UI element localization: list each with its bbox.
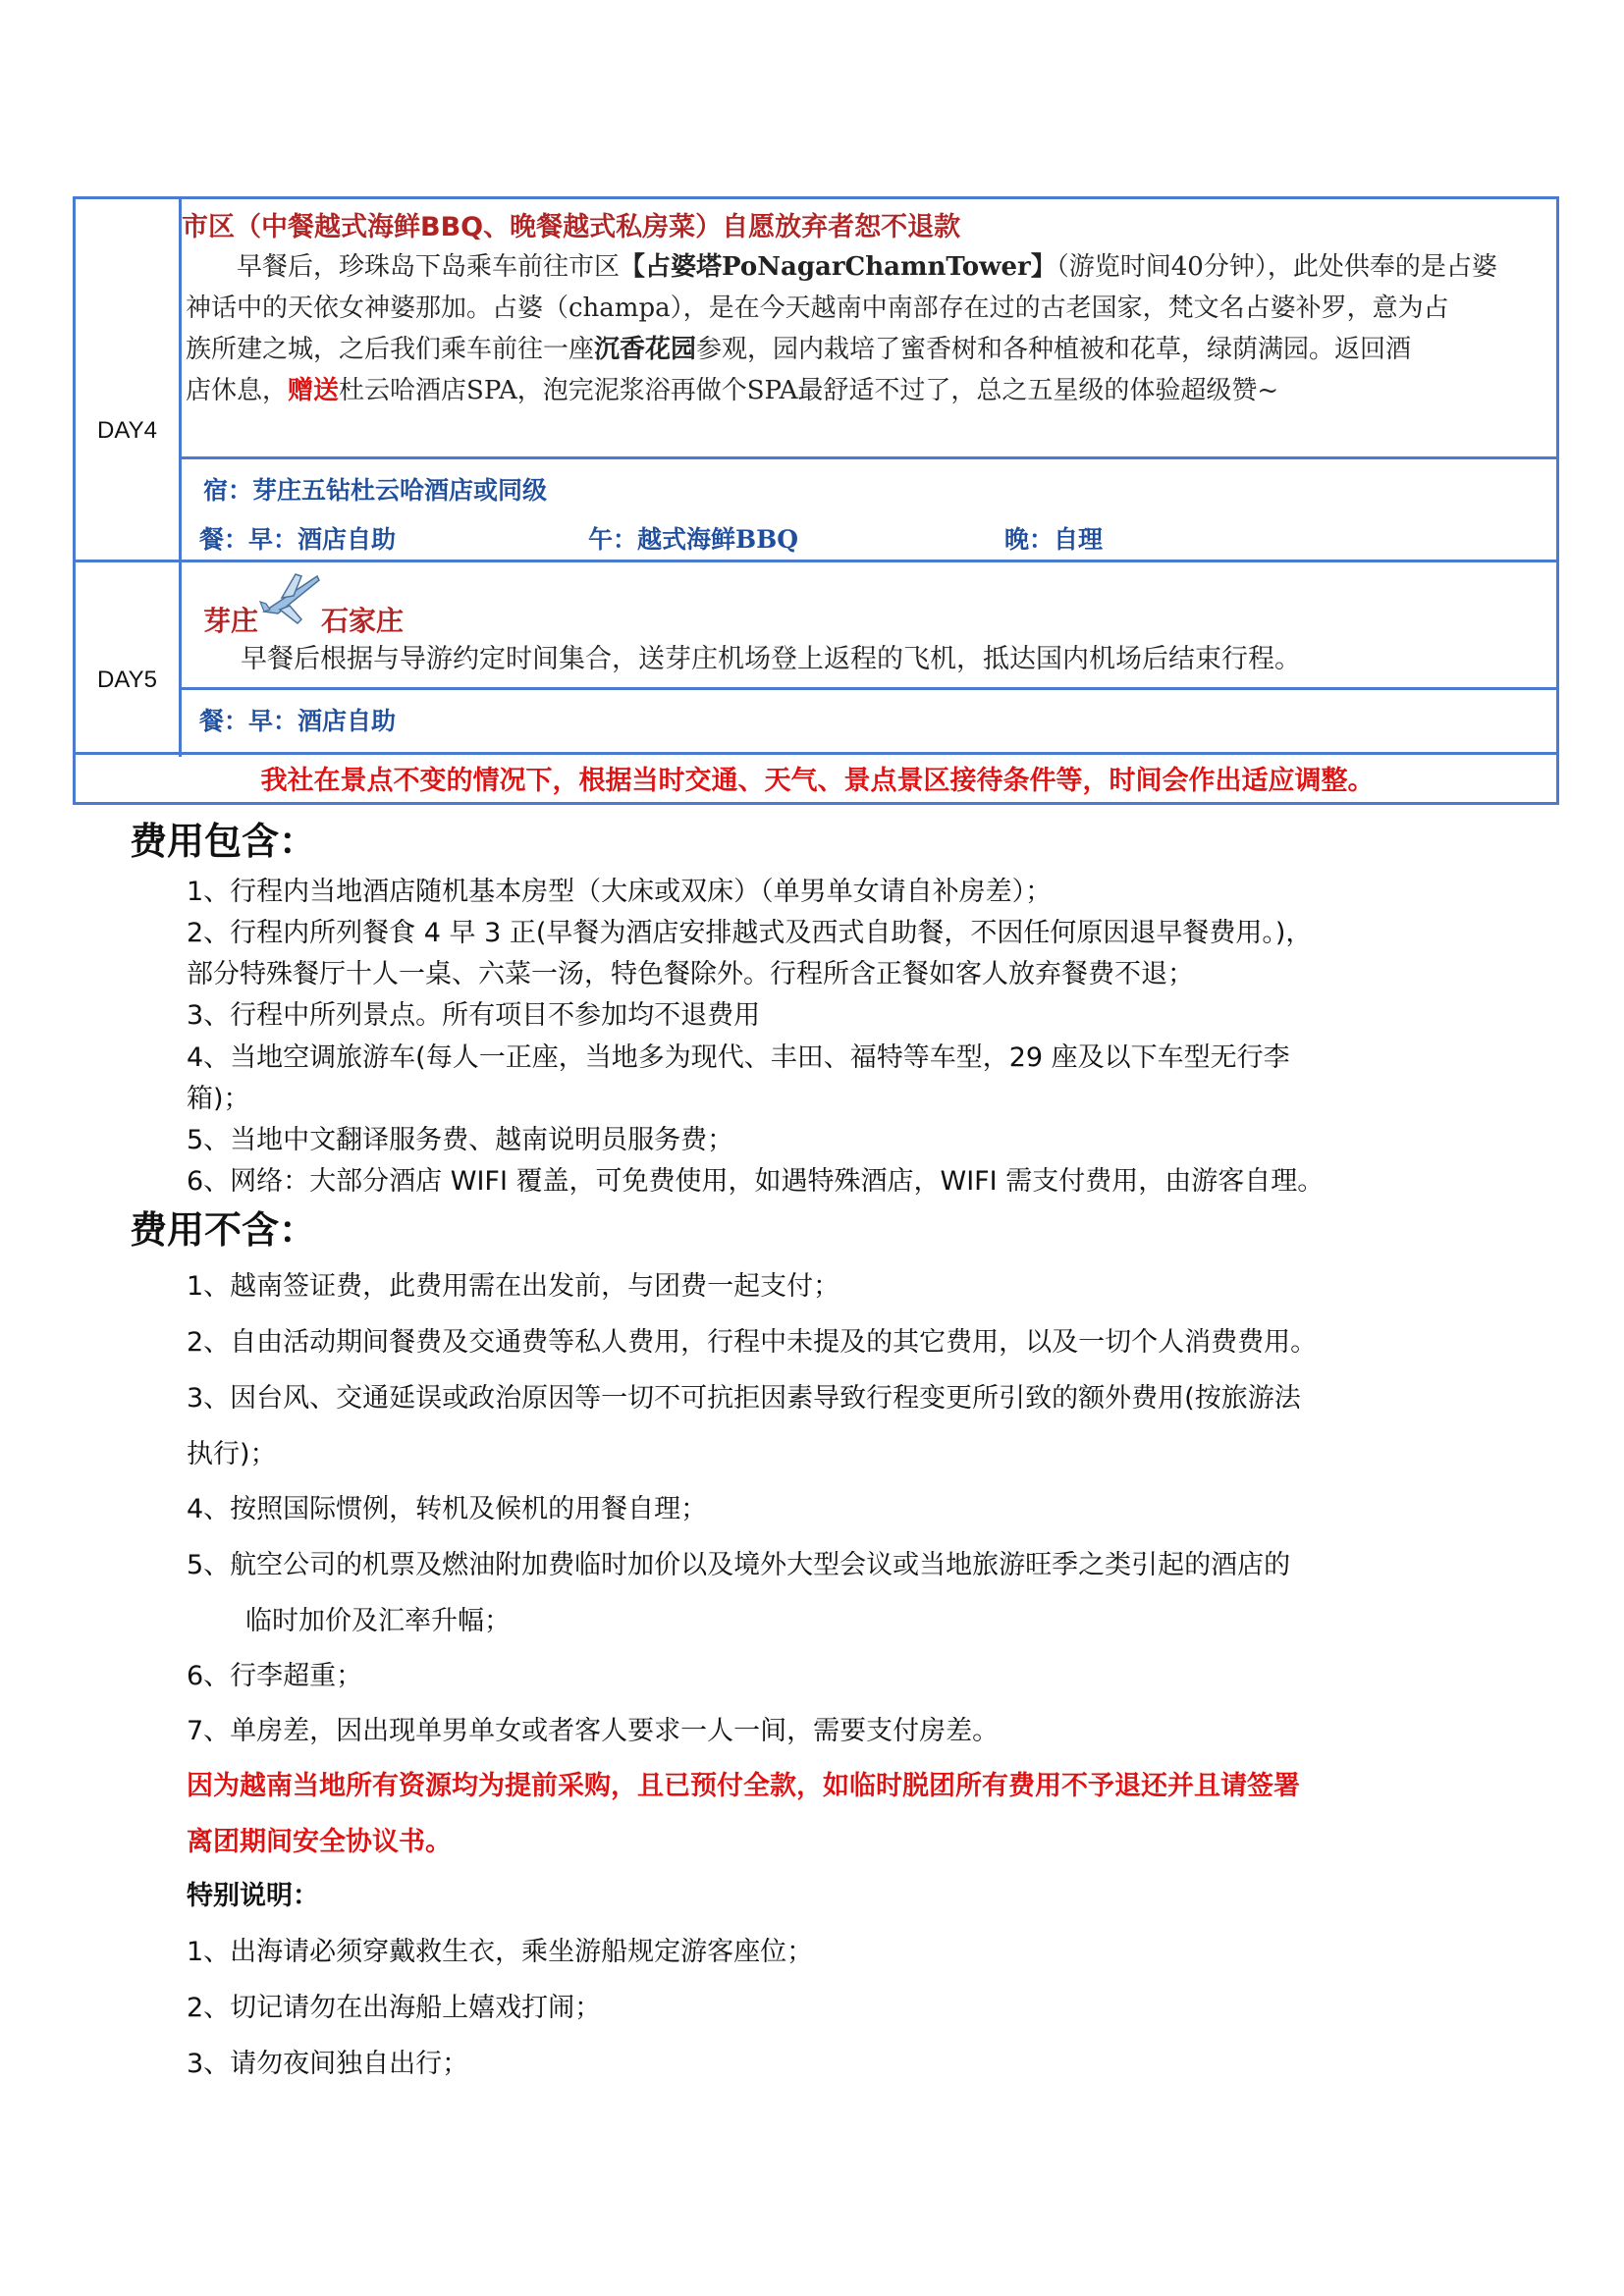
airplane-icon	[258, 566, 323, 631]
day5-divider	[179, 687, 1559, 690]
day4-day5-divider	[76, 560, 1559, 562]
notice-divider	[76, 752, 1559, 755]
day4-meal-breakfast: 餐：早：酒店自助	[199, 525, 397, 554]
excluded-item: 6、行李超重；	[187, 1661, 363, 1691]
day4-title: 市区（中餐越式海鲜BBQ、晚餐越式私房菜）自愿放弃者恕不退款	[182, 212, 961, 242]
day5-meal-breakfast: 餐：早：酒店自助	[199, 707, 397, 735]
excluded-item: 7、单房差，因出现单男单女或者客人要求一人一间，需要支付房差。	[187, 1716, 1000, 1746]
day4-line4-tail: 杜云哈酒店SPA，泡完泥浆浴再做个SPA最舒适不过了，总之五星级的体验超级赞~	[339, 376, 1279, 405]
excluded-item: 3、因台风、交通延误或政治原因等一切不可抗拒因素导致行程变更所引致的额外费用(按旅游法	[187, 1383, 1301, 1414]
excluded-item: 执行)；	[187, 1439, 277, 1469]
no-refund-warning-cont: 离团期间安全协议书。	[187, 1827, 452, 1857]
special-item: 1、出海请必须穿戴救生衣，乘坐游船规定游客座位；	[187, 1937, 814, 1967]
day4-divider	[179, 456, 1559, 459]
day4-line1-tail: （游览时间40分钟），此处供奉的是占婆	[1056, 252, 1497, 282]
excluded-item: 2、自由活动期间餐费及交通费等私人费用，行程中未提及的其它费用，以及一切个人消费费用。	[187, 1327, 1318, 1358]
included-item: 3、行程中所列景点。所有项目不参加均不退费用	[187, 1000, 761, 1031]
included-item: 箱)；	[187, 1084, 250, 1114]
day5-route-from: 芽庄	[203, 605, 259, 637]
included-item: 5、当地中文翻译服务费、越南说明员服务费；	[187, 1125, 734, 1155]
day4-hotel: 宿：芽庄五钻杜云哈酒店或同级	[203, 476, 548, 505]
day4-line1-text: 早餐后，珍珠岛下岛乘车前往市区	[237, 252, 621, 282]
excluded-item: 1、越南签证费，此费用需在出发前，与团费一起支付；	[187, 1271, 840, 1302]
itinerary-table	[73, 196, 1559, 805]
day4-meal-lunch: 午：越式海鲜BBQ	[588, 525, 799, 554]
day4-meal-dinner: 晚：自理	[1004, 525, 1104, 554]
day4-gift-badge: 赠送	[288, 376, 340, 405]
excluded-heading: 费用不含：	[130, 1208, 317, 1252]
day4-line2: 神话中的天依女神婆那加。占婆（champa），是在今天越南中南部存在过的古老国家，梵文名占婆补罗，意为占	[186, 294, 1449, 323]
excluded-item: 4、按照国际惯例，转机及候机的用餐自理；	[187, 1494, 708, 1524]
included-item: 6、网络：大部分酒店 WIFI 覆盖，可免费使用，如遇特殊酒店，WIFI 需支付费用，由游客自理。	[187, 1166, 1325, 1197]
included-item: 4、当地空调旅游车(每人一正座，当地多为现代、丰田、福特等车型，29 座及以下车型无行李	[187, 1042, 1290, 1073]
day4-line3-tail: 参观，园内栽培了蜜香树和各种植被和花草，绿荫满园。返回酒	[696, 335, 1412, 364]
day5-label: DAY5	[97, 667, 157, 693]
column-divider	[179, 199, 182, 757]
day4-line4-text: 店休息，	[186, 376, 289, 405]
day5-route-to: 石家庄	[321, 605, 405, 637]
included-item: 部分特殊餐厅十人一桌、六菜一汤，特色餐除外。行程所含正餐如客人放弃餐费不退；	[187, 959, 1194, 989]
included-item: 2、行程内所列餐食 4 早 3 正(早餐为酒店安排越式及西式自助餐，不因任何原因退早餐费用。)，	[187, 918, 1313, 948]
special-heading: 特别说明：	[187, 1881, 319, 1911]
day4-description	[186, 246, 1556, 411]
excluded-item: 临时加价及汇率升幅；	[245, 1606, 511, 1636]
day4-label: DAY4	[97, 417, 157, 444]
no-refund-warning: 因为越南当地所有资源均为提前采购，且已预付全款，如临时脱团所有费用不予退还并且请签署	[187, 1771, 1300, 1801]
included-heading: 费用包含：	[130, 820, 317, 863]
day4-line3-text: 族所建之城，之后我们乘车前往一座	[186, 335, 595, 364]
special-item: 3、请勿夜间独自出行；	[187, 2049, 469, 2079]
excluded-item: 5、航空公司的机票及燃油附加费临时加价以及境外大型会议或当地旅游旺季之类引起的酒店的	[187, 1550, 1291, 1580]
day4-attraction-tower: 【占婆塔PoNagarChamnTower】	[620, 252, 1056, 282]
day5-description: 早餐后根据与导游约定时间集合，送芽庄机场登上返程的飞机，抵达国内机场后结束行程。	[241, 644, 1301, 674]
day4-attraction-garden: 沉香花园	[594, 335, 697, 364]
included-item: 1、行程内当地酒店随机基本房型（大床或双床）（单男单女请自补房差）；	[187, 877, 1053, 907]
special-item: 2、切记请勿在出海船上嬉戏打闹；	[187, 1993, 602, 2023]
adjustment-notice: 我社在景点不变的情况下，根据当时交通、天气、景点景区接待条件等，时间会作出适应调整。	[260, 766, 1375, 796]
